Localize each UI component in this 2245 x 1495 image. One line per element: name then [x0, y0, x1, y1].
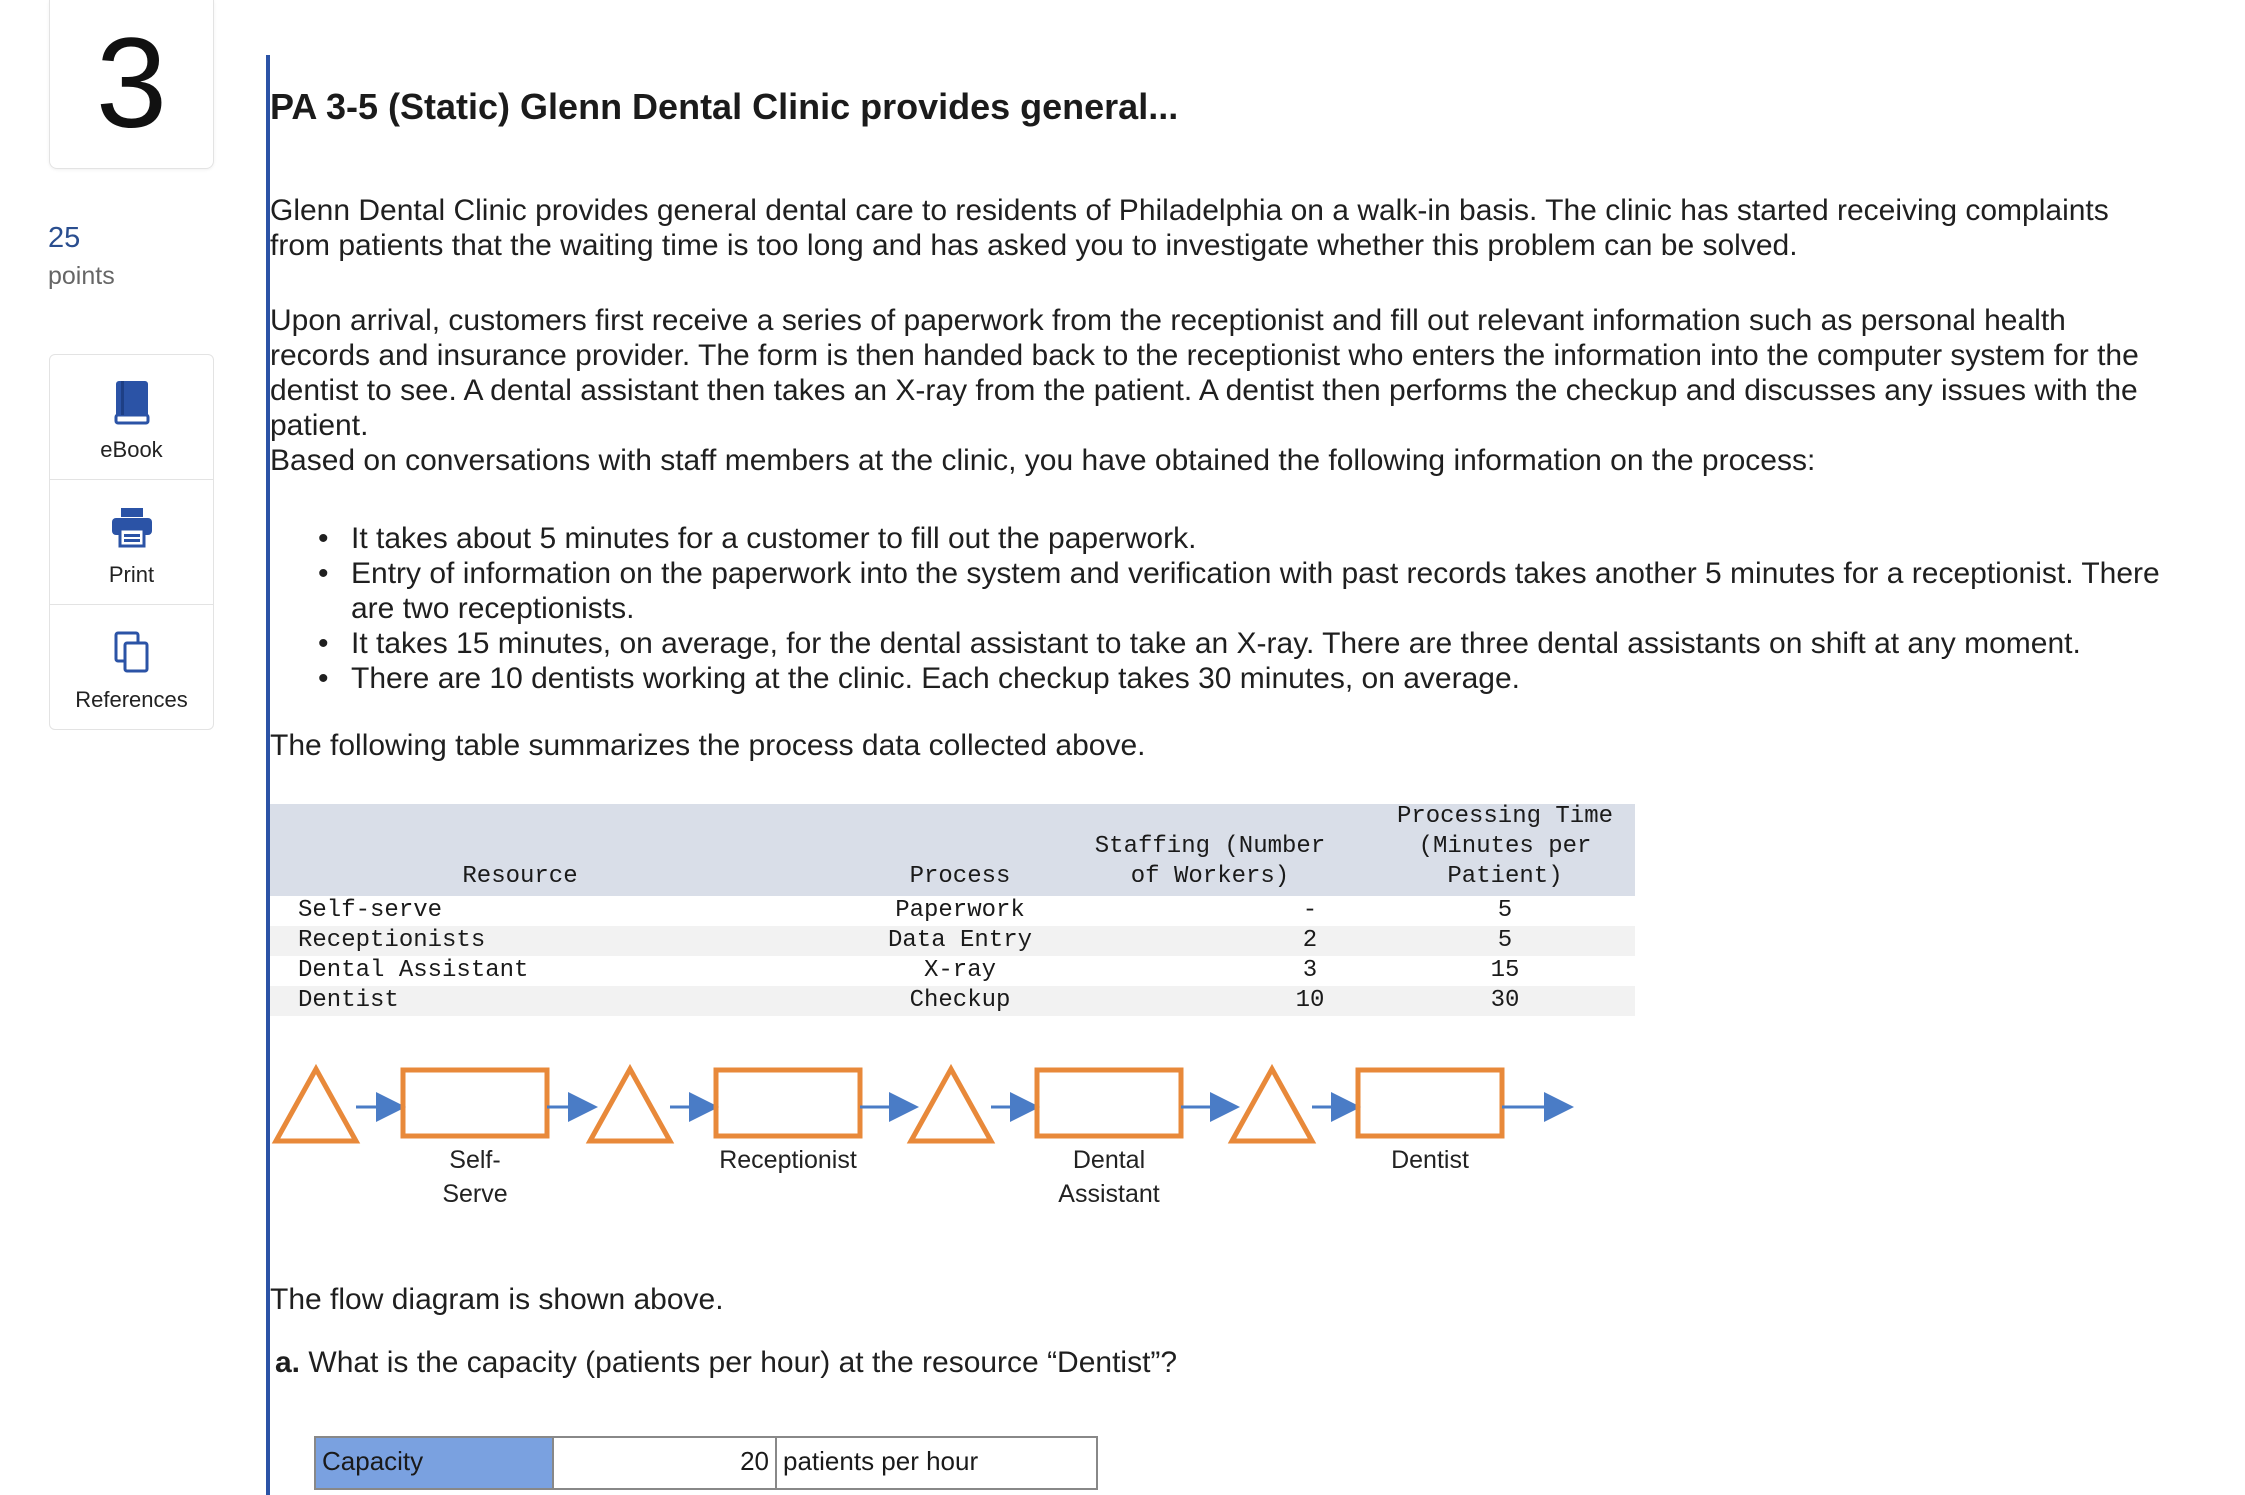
print-label: Print [108, 562, 155, 587]
table-row [270, 926, 1635, 956]
cell-process: Data Entry [887, 927, 1033, 954]
label-receptionist: Receptionist [719, 1146, 857, 1174]
list-item: • It takes about 5 minutes for a customer to fill out the paperwork. [318, 521, 2198, 556]
question-number: 3 [95, 12, 168, 155]
label-dental-assistant: Dental Assistant [1058, 1146, 1160, 1208]
cell-time: 15 [1490, 957, 1520, 984]
list-item: • Entry of information on the paperwork into the system and verification with past records takes another 5 minutes for a receptionist. There are two receptionists. [318, 556, 2198, 626]
question-number-box [49, 0, 214, 169]
inventory-triangle [1232, 1069, 1312, 1141]
self-serve-box [403, 1070, 547, 1136]
part-a-text: What is the capacity (patients per hour) at the resource “Dentist”? [308, 1346, 1178, 1379]
print-button[interactable] [50, 480, 213, 605]
part-a-question [275, 1346, 1177, 1380]
dentist-box [1358, 1070, 1502, 1136]
inventory-triangle [590, 1069, 670, 1141]
references-button[interactable] [50, 605, 213, 729]
header-staffing-line1: Staffing (Number [1094, 833, 1326, 860]
cell-time: 30 [1490, 987, 1520, 1014]
cell-staffing: 10 [1295, 987, 1325, 1014]
info-list [318, 521, 2198, 696]
cell-process: Paperwork [895, 897, 1025, 924]
header-time-line2: (Minutes per [1418, 833, 1592, 860]
capacity-label: Capacity [316, 1438, 554, 1488]
capacity-input[interactable]: 20 [554, 1438, 777, 1488]
ebook-button[interactable] [50, 355, 213, 480]
header-resource: Resource [462, 863, 578, 890]
dental-assistant-box [1037, 1070, 1181, 1136]
flow-note: The flow diagram is shown above. [270, 1283, 724, 1316]
intro-paragraph: Glenn Dental Clinic provides general dental care to residents of Philadelphia on a walk-in basis. The clinic has started receiving complaints from patients that the waiting time is too long and has asked you to investigate whether this problem can be solved. [270, 194, 2109, 262]
info-intro: Based on conversations with staff members at the clinic, you have obtained the following information on the process: [270, 444, 1816, 477]
table-row [270, 896, 1635, 926]
question-accent-bar [266, 55, 270, 1495]
label-self-serve: Self- Serve [442, 1146, 508, 1208]
points-label: points [48, 262, 115, 290]
header-time-line3: Patient) [1447, 863, 1563, 890]
header-staffing-line2: of Workers) [1130, 863, 1290, 890]
cell-staffing: - [1302, 897, 1318, 924]
cell-staffing: 2 [1302, 927, 1318, 954]
list-item: • There are 10 dentists working at the clinic. Each checkup takes 30 minutes, on average. [318, 661, 2198, 696]
book-icon [112, 379, 152, 425]
table-header [270, 804, 1635, 896]
receptionist-box [716, 1070, 860, 1136]
inventory-triangle [911, 1069, 991, 1141]
table-row [270, 956, 1635, 986]
table-row [270, 986, 1635, 1016]
cell-resource: Self-serve [298, 897, 443, 924]
process-paragraph: Upon arrival, customers first receive a series of paperwork from the receptionist and fill out relevant information such as personal health records and insurance provider. The form is then handed back to the receptionist who enters the information into the computer system for the dentist to see. A dental assistant then takes an X-ray from the patient. A dentist then performs the checkup and discusses any issues with the patient. [270, 304, 2139, 442]
part-a-letter: a. [275, 1346, 301, 1379]
tools-panel [49, 354, 214, 730]
list-item: • It takes 15 minutes, on average, for the dental assistant to take an X-ray. There are three dental assistants on shift at any moment. [318, 626, 2198, 661]
cell-time: 5 [1497, 897, 1513, 924]
header-process: Process [909, 863, 1011, 890]
copy-icon [112, 629, 152, 675]
cell-staffing: 3 [1302, 957, 1318, 984]
points-value: 25 [48, 222, 81, 254]
printer-icon [110, 504, 154, 550]
cell-resource: Receptionists [298, 927, 486, 954]
answer-row [314, 1436, 1098, 1490]
label-dentist: Dentist [1391, 1146, 1469, 1174]
process-data-table [270, 804, 1635, 1016]
ebook-label: eBook [100, 437, 163, 462]
capacity-unit: patients per hour [783, 1446, 979, 1476]
table-intro: The following table summarizes the process data collected above. [270, 729, 1146, 762]
question-title: PA 3-5 (Static) Glenn Dental Clinic provides general... [270, 86, 1179, 127]
cell-time: 5 [1497, 927, 1513, 954]
inventory-triangle [276, 1069, 356, 1141]
header-time-line1: Processing Time [1396, 803, 1614, 830]
references-label: References [75, 687, 188, 712]
process-flow-diagram [270, 1060, 1580, 1230]
cell-process: X-ray [923, 957, 996, 984]
cell-process: Checkup [909, 987, 1011, 1014]
cell-resource: Dental Assistant [298, 957, 529, 984]
cell-resource: Dentist [298, 987, 399, 1014]
